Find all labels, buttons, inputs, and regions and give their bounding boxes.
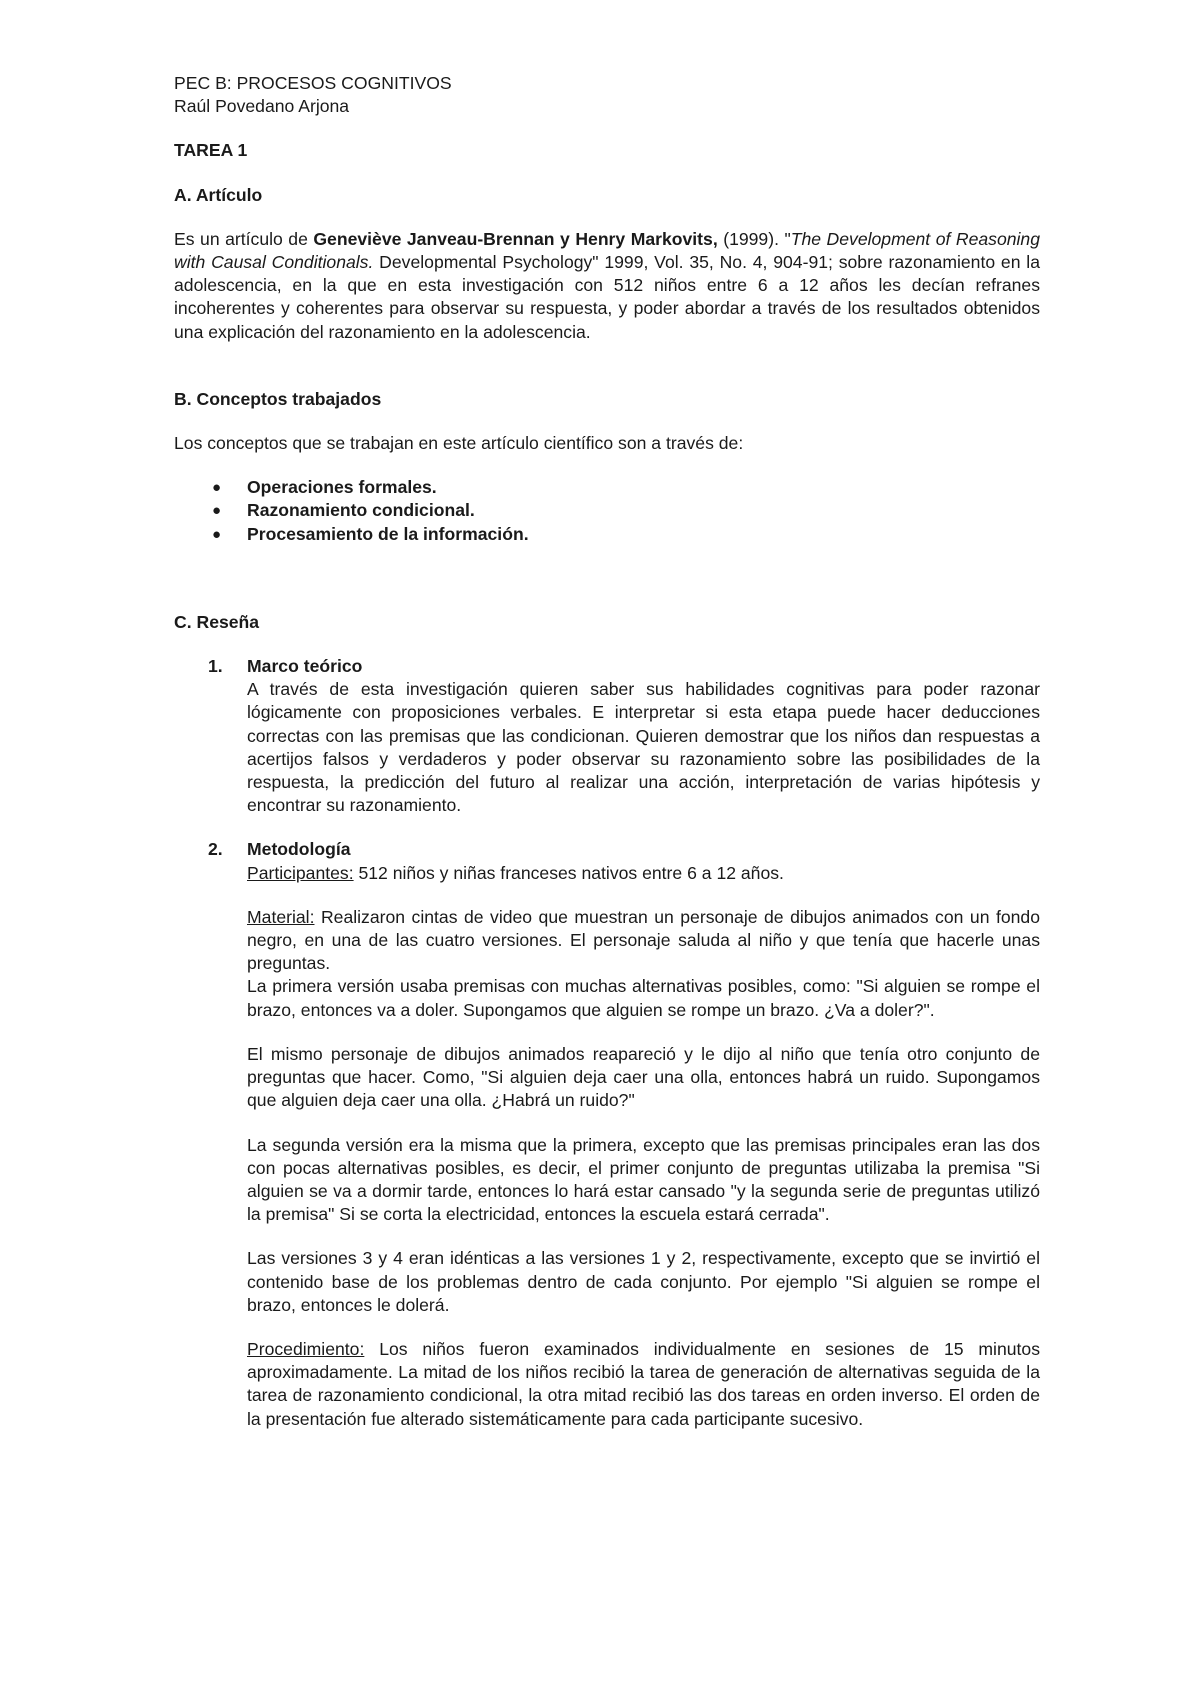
bullet-icon: ● <box>212 502 222 520</box>
document-body <box>174 72 1040 1431</box>
list-item <box>174 523 1040 546</box>
concepts-list <box>174 476 1040 546</box>
material-paragraph <box>247 906 1040 976</box>
concepts-intro: Los conceptos que se trabajan en este artículo científico son a través de: <box>174 433 744 454</box>
review-item-methodology <box>174 838 1040 1430</box>
section-b-title: B. Conceptos trabajados <box>174 388 382 409</box>
participants-text: 512 niños y niñas franceses nativos entre 6 a 12 años. <box>353 862 784 883</box>
version-paragraph-3: Las versiones 3 y 4 eran idénticas a las versiones 1 y 2, respectivamente, excepto que se invirtió el contenido base de los problemas dentro de cada conjunto. Por ejemplo "Si alguien se rompe el brazo, entonces le dolerá. <box>247 1248 1040 1315</box>
author-name: Raúl Povedano Arjona <box>174 96 350 117</box>
article-authors: Geneviève Janveau-Brennan y Henry Markovits, <box>313 228 718 249</box>
task-title: TAREA 1 <box>174 140 248 161</box>
list-item <box>174 499 1040 522</box>
concept-label: Razonamiento condicional. <box>247 500 475 521</box>
concept-label: Procesamiento de la información. <box>247 523 529 544</box>
concept-label: Operaciones formales. <box>247 477 437 498</box>
material-text: Realizaron cintas de video que muestran un personaje de dibujos animados con un fondo negro, en una de las cuatro versiones. El personaje saluda al niño y que tenía que hacerle unas preguntas. <box>247 906 1040 974</box>
version-paragraph-1: El mismo personaje de dibujos animados reapareció y le dijo al niño que tenía otro conjunto de preguntas que hacer. Como, "Si alguien deja caer una olla, entonces habrá un ruido. Supongamos que alguien deja caer una olla. ¿Habrá un ruido?" <box>247 1043 1040 1111</box>
article-title: The Development of Reasoning with Causal Conditionals. <box>174 228 1040 273</box>
section-c-title: C. Reseña <box>174 611 260 632</box>
material-paragraph-2: La primera versión usaba premisas con muchas alternativas posibles, como: "Si alguien se rompe el brazo, entonces va a doler. Supongamos que alguien se rompe un brazo. ¿Va a doler?". <box>247 976 1040 1020</box>
material-label: Material: <box>247 906 315 927</box>
version-paragraph-2: La segunda versión era la misma que la primera, excepto que las premisas principales eran las dos con pocas alternativas posibles, es decir, el primer conjunto de preguntas utilizaba la premisa "Si alguien se va a dormir tarde, entonces lo hará estar cansado "y la segunda serie de preguntas utilizó la premisa" Si se corta la electricidad, entonces la escuela estará cerrada". <box>247 1134 1040 1225</box>
theory-paragraph: A través de esta investigación quieren saber sus habilidades cognitivas para poder razonar lógicamente con proposiciones verbales. E interpretar si esta etapa puede hacer deducciones correctas con las premisas que las condicionan. Quieren demostrar que los niños dan respuestas a acertijos falsos y verdaderos y poder observar su razonamiento sobre las posibilidades de la respuesta, la predicción del futuro al realizar una acción, interpretación de varias hipótesis y encontrar su razonamiento. <box>247 679 1040 816</box>
review-list <box>174 655 1040 1431</box>
article-rest: Developmental Psychology" 1999, Vol. 35, No. 4, 904-91; sobre razonamiento en la adolescencia, en la que en esta investigación con 512 niños entre 6 a 12 años les decían refranes incoherentes y coherentes para observar su respuesta, y poder abordar a través de los resultados obtenidos una explicación del razonamiento en la adolescencia. <box>174 252 1040 342</box>
course-title: PEC B: PROCESOS COGNITIVOS <box>174 73 452 93</box>
item-title: Metodología <box>247 839 351 860</box>
article-intro: Es un artículo de <box>174 228 308 249</box>
article-year: (1999). " <box>717 228 791 249</box>
bullet-icon: ● <box>212 525 222 543</box>
review-item-theory <box>174 655 1040 817</box>
procedure-label: Procedimiento: <box>247 1338 365 1359</box>
procedure-paragraph <box>247 1338 1040 1431</box>
procedure-text: Los niños fueron examinados individualmente en sesiones de 15 minutos aproximadamente. La mitad de los niños recibió la tarea de generación de alternativas seguida de la tarea de razonamiento condicional, la otra mitad recibió las dos tareas en orden inverso. El orden de la presentación fue alterado sistemáticamente para cada participante sucesivo. <box>247 1338 1040 1429</box>
item-title: Marco teórico <box>247 656 363 677</box>
participants-label: Participantes: <box>247 862 354 883</box>
item-number: 2. <box>208 839 223 860</box>
bullet-icon: ● <box>212 479 222 497</box>
participants-paragraph <box>247 862 1040 885</box>
item-number: 1. <box>208 656 223 677</box>
section-a-title: A. Artículo <box>174 184 263 205</box>
list-item <box>174 476 1040 499</box>
article-paragraph <box>174 228 1040 344</box>
